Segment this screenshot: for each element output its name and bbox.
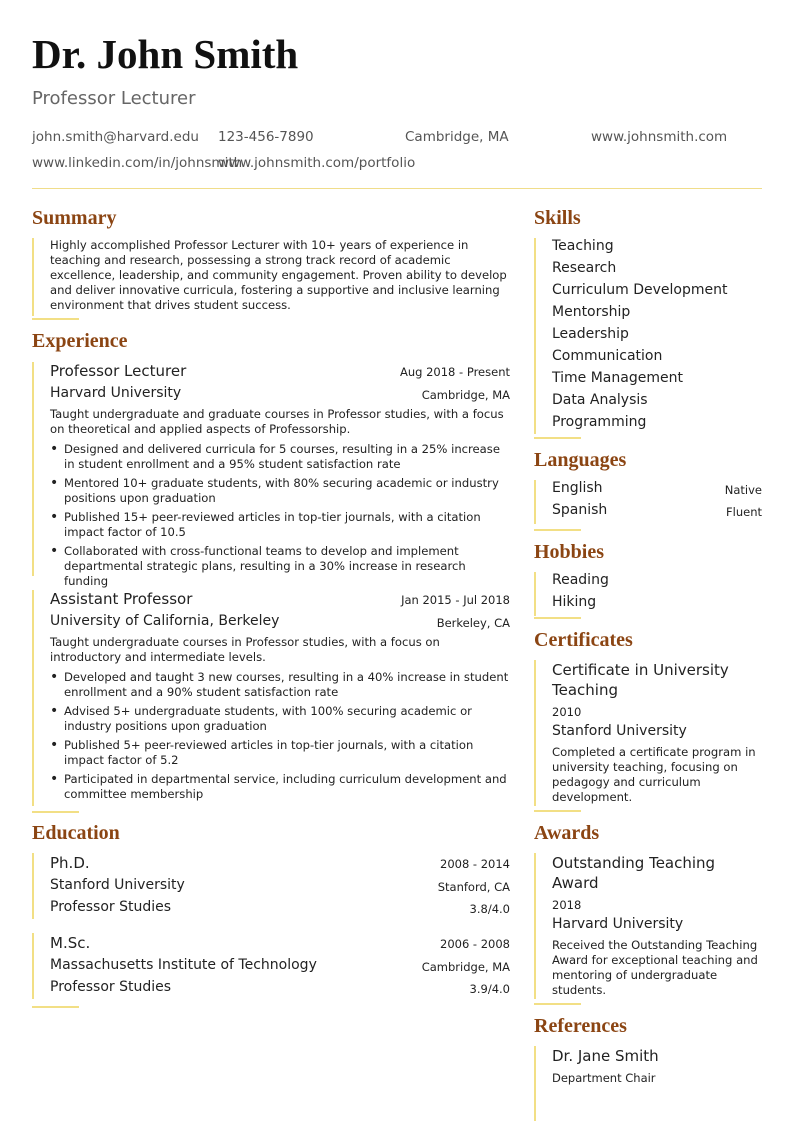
education-accent-bar [32, 853, 34, 919]
certificates-underline [534, 810, 581, 812]
summary-accent-bar [32, 238, 34, 316]
edu-gpa: 3.8/4.0 [469, 902, 510, 916]
phone-text: 123-456-7890 [218, 129, 314, 145]
bullet-text: Collaborated with cross-functional teams to develop and implement departmental strategic plans, resulting in a 30% increase in research funding [64, 544, 466, 588]
bullet-text: Published 5+ peer-reviewed articles in top-tier journals, with a citation impact factor of 5.2 [64, 738, 474, 767]
bullet-text: Advised 5+ undergraduate students, with 100% securing academic or industry positions upon graduation [64, 704, 472, 733]
reference-role: Department Chair [552, 1071, 656, 1085]
job-bullet [50, 442, 510, 472]
languages-underline [534, 529, 581, 531]
bullet-dot: • [50, 509, 59, 525]
hobby-item: Reading [552, 572, 609, 588]
hobbies-heading: Hobbies [534, 541, 605, 563]
language-name: Spanish [552, 502, 608, 518]
job-bullet [50, 772, 510, 802]
summary-text: Highly accomplished Professor Lecturer with 10+ years of experience in teaching and research, possessing a strong track record of academic excellence, leadership, and community engagement. Proven ability to develop and deliver innovative curricula, fostering a supportive and inclusive learning environment that drives student success. [50, 238, 507, 312]
summary-heading: Summary [32, 207, 117, 229]
skill-item: Communication [552, 348, 663, 364]
resume-name: Dr. John Smith [32, 31, 299, 77]
skills-heading: Skills [534, 207, 581, 229]
bullet-dot: • [50, 543, 59, 559]
email-link[interactable]: john.smith@harvard.edu [32, 129, 199, 145]
experience-accent-bar [32, 362, 34, 576]
skills-underline [534, 437, 581, 439]
job-bullet [50, 510, 510, 540]
edu-field: Professor Studies [50, 979, 172, 995]
resume-title: Professor Lecturer [32, 88, 196, 109]
edu-school: Stanford University [50, 877, 185, 893]
header-divider [32, 188, 762, 189]
award-org: Harvard University [552, 916, 684, 932]
education-underline [32, 1006, 79, 1008]
experience-accent-bar [32, 590, 34, 806]
bullet-dot: • [50, 669, 59, 685]
job-org: Harvard University [50, 385, 182, 401]
certificate-title-cont: Teaching [552, 681, 618, 699]
languages-heading: Languages [534, 449, 627, 471]
location-text: Cambridge, MA [405, 129, 509, 145]
skill-item: Leadership [552, 326, 629, 342]
bullet-text: Published 15+ peer-reviewed articles in top-tier journals, with a citation impact factor of 10.5 [64, 510, 481, 539]
edu-field: Professor Studies [50, 899, 172, 915]
job-role: Professor Lecturer [50, 362, 187, 380]
bullet-text: Designed and delivered curricula for 5 courses, resulting in a 25% increase in student enrollment and a 95% student satisfaction rate [64, 442, 500, 471]
edu-dates: 2008 - 2014 [440, 857, 510, 871]
skills-accent-bar [534, 238, 536, 434]
bullet-dot: • [50, 771, 59, 787]
skill-item: Curriculum Development [552, 282, 728, 298]
bullet-text: Developed and taught 3 new courses, resulting in a 40% increase in student enrollment and a 90% student satisfaction rate [64, 670, 509, 699]
certificate-org: Stanford University [552, 723, 687, 739]
edu-gpa: 3.9/4.0 [469, 982, 510, 996]
job-description: Taught undergraduate and graduate courses in Professor studies, with a focus on theoretical and applied aspects of Professorship. [50, 407, 504, 436]
edu-dates: 2006 - 2008 [440, 937, 510, 951]
certificate-description: Completed a certificate program in university teaching, focusing on pedagogy and curriculum development. [552, 745, 756, 804]
edu-location: Stanford, CA [437, 880, 510, 894]
bullet-dot: • [50, 441, 59, 457]
references-heading: References [534, 1015, 627, 1037]
job-dates: Jan 2015 - Jul 2018 [401, 593, 510, 607]
references-accent-bar [534, 1046, 536, 1121]
education-accent-bar [32, 933, 34, 999]
hobbies-underline [534, 617, 581, 619]
experience-heading: Experience [32, 330, 128, 352]
certificates-heading: Certificates [534, 629, 633, 651]
job-bullet [50, 476, 510, 506]
job-description: Taught undergraduate courses in Professor studies, with a focus on introductory and intermediate levels. [50, 635, 440, 664]
job-org: University of California, Berkeley [50, 613, 280, 629]
job-bullet [50, 704, 510, 734]
job-bullet [50, 670, 510, 700]
skill-item: Programming [552, 414, 647, 430]
bullet-text: Mentored 10+ graduate students, with 80% securing academic or industry positions upon graduation [64, 476, 499, 505]
awards-underline [534, 1003, 581, 1005]
education-heading: Education [32, 822, 120, 844]
edu-location: Cambridge, MA [421, 960, 510, 974]
hobby-item: Hiking [552, 594, 597, 610]
website-link[interactable]: www.johnsmith.com [591, 129, 728, 145]
summary-underline [32, 318, 79, 320]
language-name: English [552, 480, 603, 496]
awards-heading: Awards [534, 822, 600, 844]
reference-name: Dr. Jane Smith [552, 1047, 659, 1065]
award-description: Received the Outstanding Teaching Award for exceptional teaching and mentoring of undergraduate students. [552, 938, 758, 997]
awards-accent-bar [534, 853, 536, 999]
job-dates: Aug 2018 - Present [400, 365, 510, 379]
certificate-year: 2010 [552, 705, 582, 719]
linkedin-link[interactable]: www.linkedin.com/in/johnsmith [32, 155, 243, 171]
language-level: Native [724, 483, 762, 497]
bullet-dot: • [50, 703, 59, 719]
job-location: Cambridge, MA [421, 388, 510, 402]
experience-underline [32, 811, 79, 813]
award-title-cont: Award [552, 874, 599, 892]
edu-degree: Ph.D. [50, 854, 90, 872]
skill-item: Mentorship [552, 304, 631, 320]
portfolio-link[interactable]: www.johnsmith.com/portfolio [218, 155, 416, 171]
languages-accent-bar [534, 480, 536, 524]
language-level: Fluent [726, 505, 762, 519]
edu-degree: M.Sc. [50, 934, 91, 952]
bullet-text: Participated in departmental service, including curriculum development and committee membership [64, 772, 507, 801]
certificates-accent-bar [534, 660, 536, 806]
job-bullet [50, 544, 510, 589]
skill-item: Data Analysis [552, 392, 648, 408]
bullet-dot: • [50, 737, 59, 753]
skill-item: Time Management [552, 370, 683, 386]
award-year: 2018 [552, 898, 582, 912]
skill-item: Teaching [552, 238, 614, 254]
edu-school: Massachusetts Institute of Technology [50, 957, 317, 973]
job-bullet [50, 738, 510, 768]
award-title: Outstanding Teaching [552, 854, 716, 872]
hobbies-accent-bar [534, 572, 536, 616]
bullet-dot: • [50, 475, 59, 491]
certificate-title: Certificate in University [552, 661, 729, 679]
job-role: Assistant Professor [50, 590, 193, 608]
skill-item: Research [552, 260, 617, 276]
job-location: Berkeley, CA [436, 616, 510, 630]
